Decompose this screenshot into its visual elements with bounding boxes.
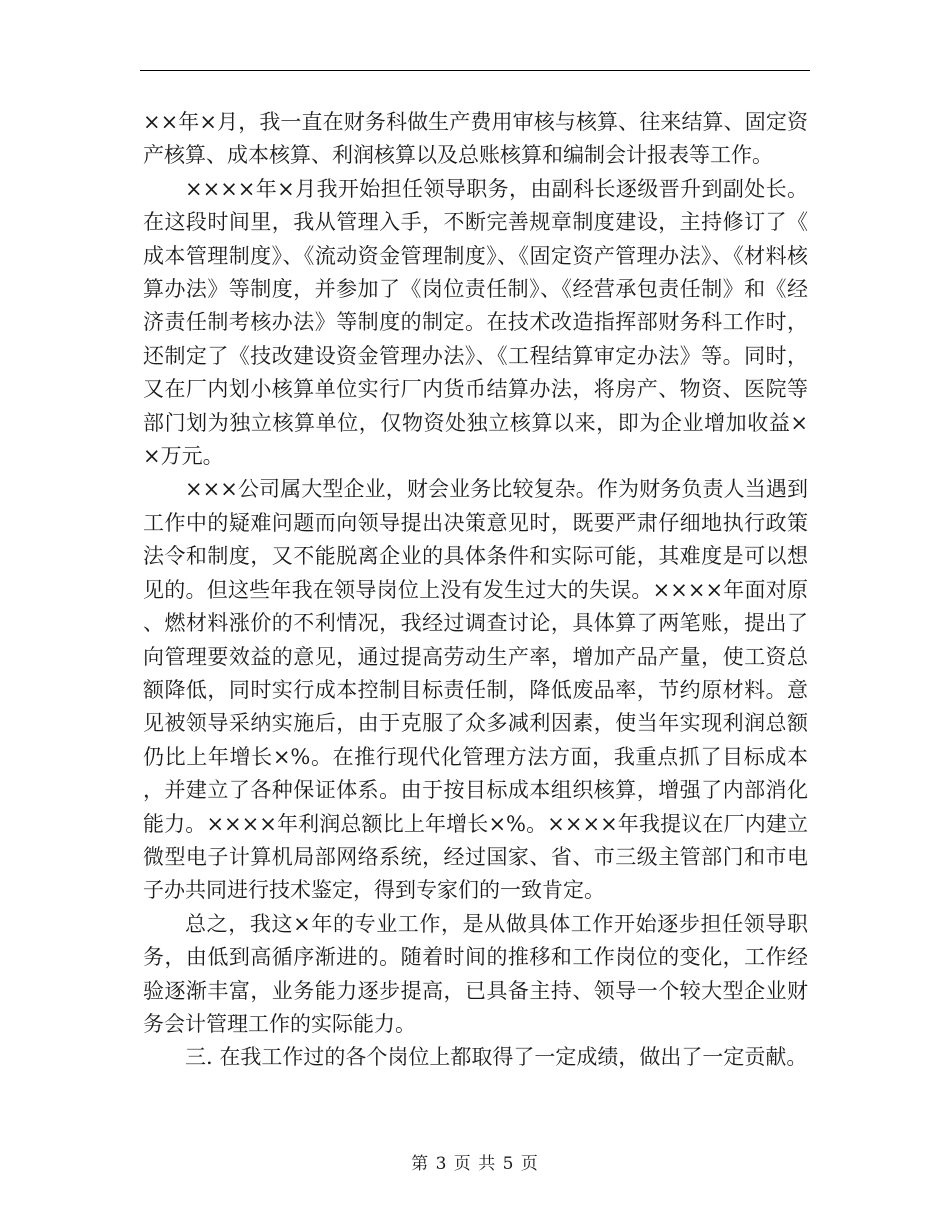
document-body [143,106,808,1075]
paragraph-5: 三. 在我工作过的各个岗位上都取得了一定成绩，做出了一定贡献。 [185,1045,808,1070]
paragraph-1: ××年×月，我一直在财务科做生产费用审核与核算、往来结算、固定资产核算、成本核算、利润核算以及总账核算和编制会计报表等工作。 [143,110,808,168]
page-number-footer: 第 3 页 共 5 页 [411,1154,539,1174]
header-rule [140,70,810,71]
paragraph-3: ×××公司属大型企业，财会业务比较复杂。作为财务负责人当遇到工作中的疑难问题而向领导提出决策意见时，既要严肃仔细地执行政策法令和制度，又不能脱离企业的具体条件和实际可能，其难度是可以想见的。但这些年我在领导岗位上没有发生过大的失误。××××年面对原、燃材料涨价的不利情况，我经过调查讨论，具体算了两笔账，提出了向管理要效益的意见，通过提高劳动生产率，增加产品产量，使工资总额降低，同时实行成本控制目标责任制，降低废品率，节约原材料。意见被领导采纳实施后，由于克服了众多减利因素，使当年实现利润总额仍比上年增长×%。在推行现代化管理方法方面，我重点抓了目标成本，并建立了各种保证体系。由于按目标成本组织核算，增强了内部消化能力。××××年利润总额比上年增长×%。××××年我提议在厂内建立微型电子计算机局部网络系统，经过国家、省、市三级主管部门和市电子办共同进行技术鉴定，得到专家们的一致肯定。 [143,477,808,903]
paragraph-4: 总之，我这×年的专业工作，是从做具体工作开始逐步担任领导职务，由低到高循序渐进的。随着时间的推移和工作岗位的变化，工作经验逐渐丰富，业务能力逐步提高，已具备主持、领导一个较大型企业财务会计管理工作的实际能力。 [143,911,808,1036]
paragraph-2: ××××年×月我开始担任领导职务，由副科长逐级晋升到副处长。在这段时间里，我从管理入手，不断完善规章制度建设，主持修订了《成本管理制度》、《流动资金管理制度》、《固定资产管理办法》、《材料核算办法》等制度，并参加了《岗位责任制》、《经营承包责任制》和《经济责任制考核办法》等制度的制定。在技术改造指挥部财务科工作时，还制定了《技改建设资金管理办法》、《工程结算审定办法》等。同时，又在厂内划小核算单位实行厂内货币结算办法，将房产、物资、医院等部门划为独立核算单位，仅物资处独立核算以来，即为企业增加收益××万元。 [143,176,808,469]
